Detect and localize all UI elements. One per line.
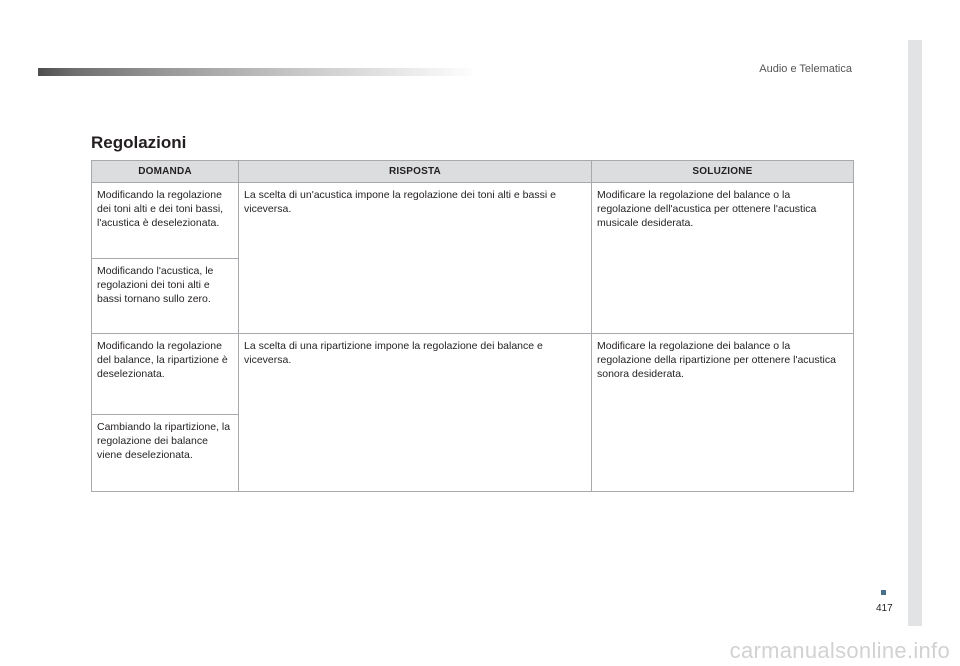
- table-row: [92, 334, 854, 415]
- watermark: carmanualsonline.info: [729, 638, 950, 663]
- header-gradient-bar: [38, 68, 478, 76]
- faq-table: [91, 160, 854, 492]
- column-header-risposta: RISPOSTA: [239, 161, 592, 183]
- side-thumb-strip: [908, 40, 922, 626]
- risposta-cell: La scelta di un'acustica impone la regolazione dei toni alti e bassi e viceversa.: [239, 183, 592, 334]
- soluzione-cell: Modificare la regolazione dei balance o la regolazione della ripartizione per ottenere l'acustica sonora desiderata.: [592, 334, 854, 492]
- table-header-row: [92, 161, 854, 183]
- risposta-cell: La scelta di una ripartizione impone la regolazione dei balance e viceversa.: [239, 334, 592, 492]
- column-header-soluzione: SOLUZIONE: [592, 161, 854, 183]
- soluzione-cell: Modificare la regolazione del balance o la regolazione dell'acustica per ottenere l'acustica musicale desiderata.: [592, 183, 854, 334]
- domanda-cell: Modificando la regolazione del balance, la ripartizione è deselezionata.: [92, 334, 239, 415]
- page-marker-square-icon: [881, 590, 886, 595]
- chapter-title: Audio e Telematica: [759, 63, 852, 75]
- table-row: [92, 183, 854, 259]
- domanda-cell: Modificando l'acustica, le regolazioni dei toni alti e bassi tornano sullo zero.: [92, 259, 239, 334]
- domanda-cell: Modificando la regolazione dei toni alti e dei toni bassi, l'acustica è deselezionata.: [92, 183, 239, 259]
- domanda-cell: Cambiando la ripartizione, la regolazione dei balance viene deselezionata.: [92, 415, 239, 492]
- column-header-domanda: DOMANDA: [92, 161, 239, 183]
- page-number: 417: [876, 603, 893, 614]
- section-title: Regolazioni: [91, 133, 187, 152]
